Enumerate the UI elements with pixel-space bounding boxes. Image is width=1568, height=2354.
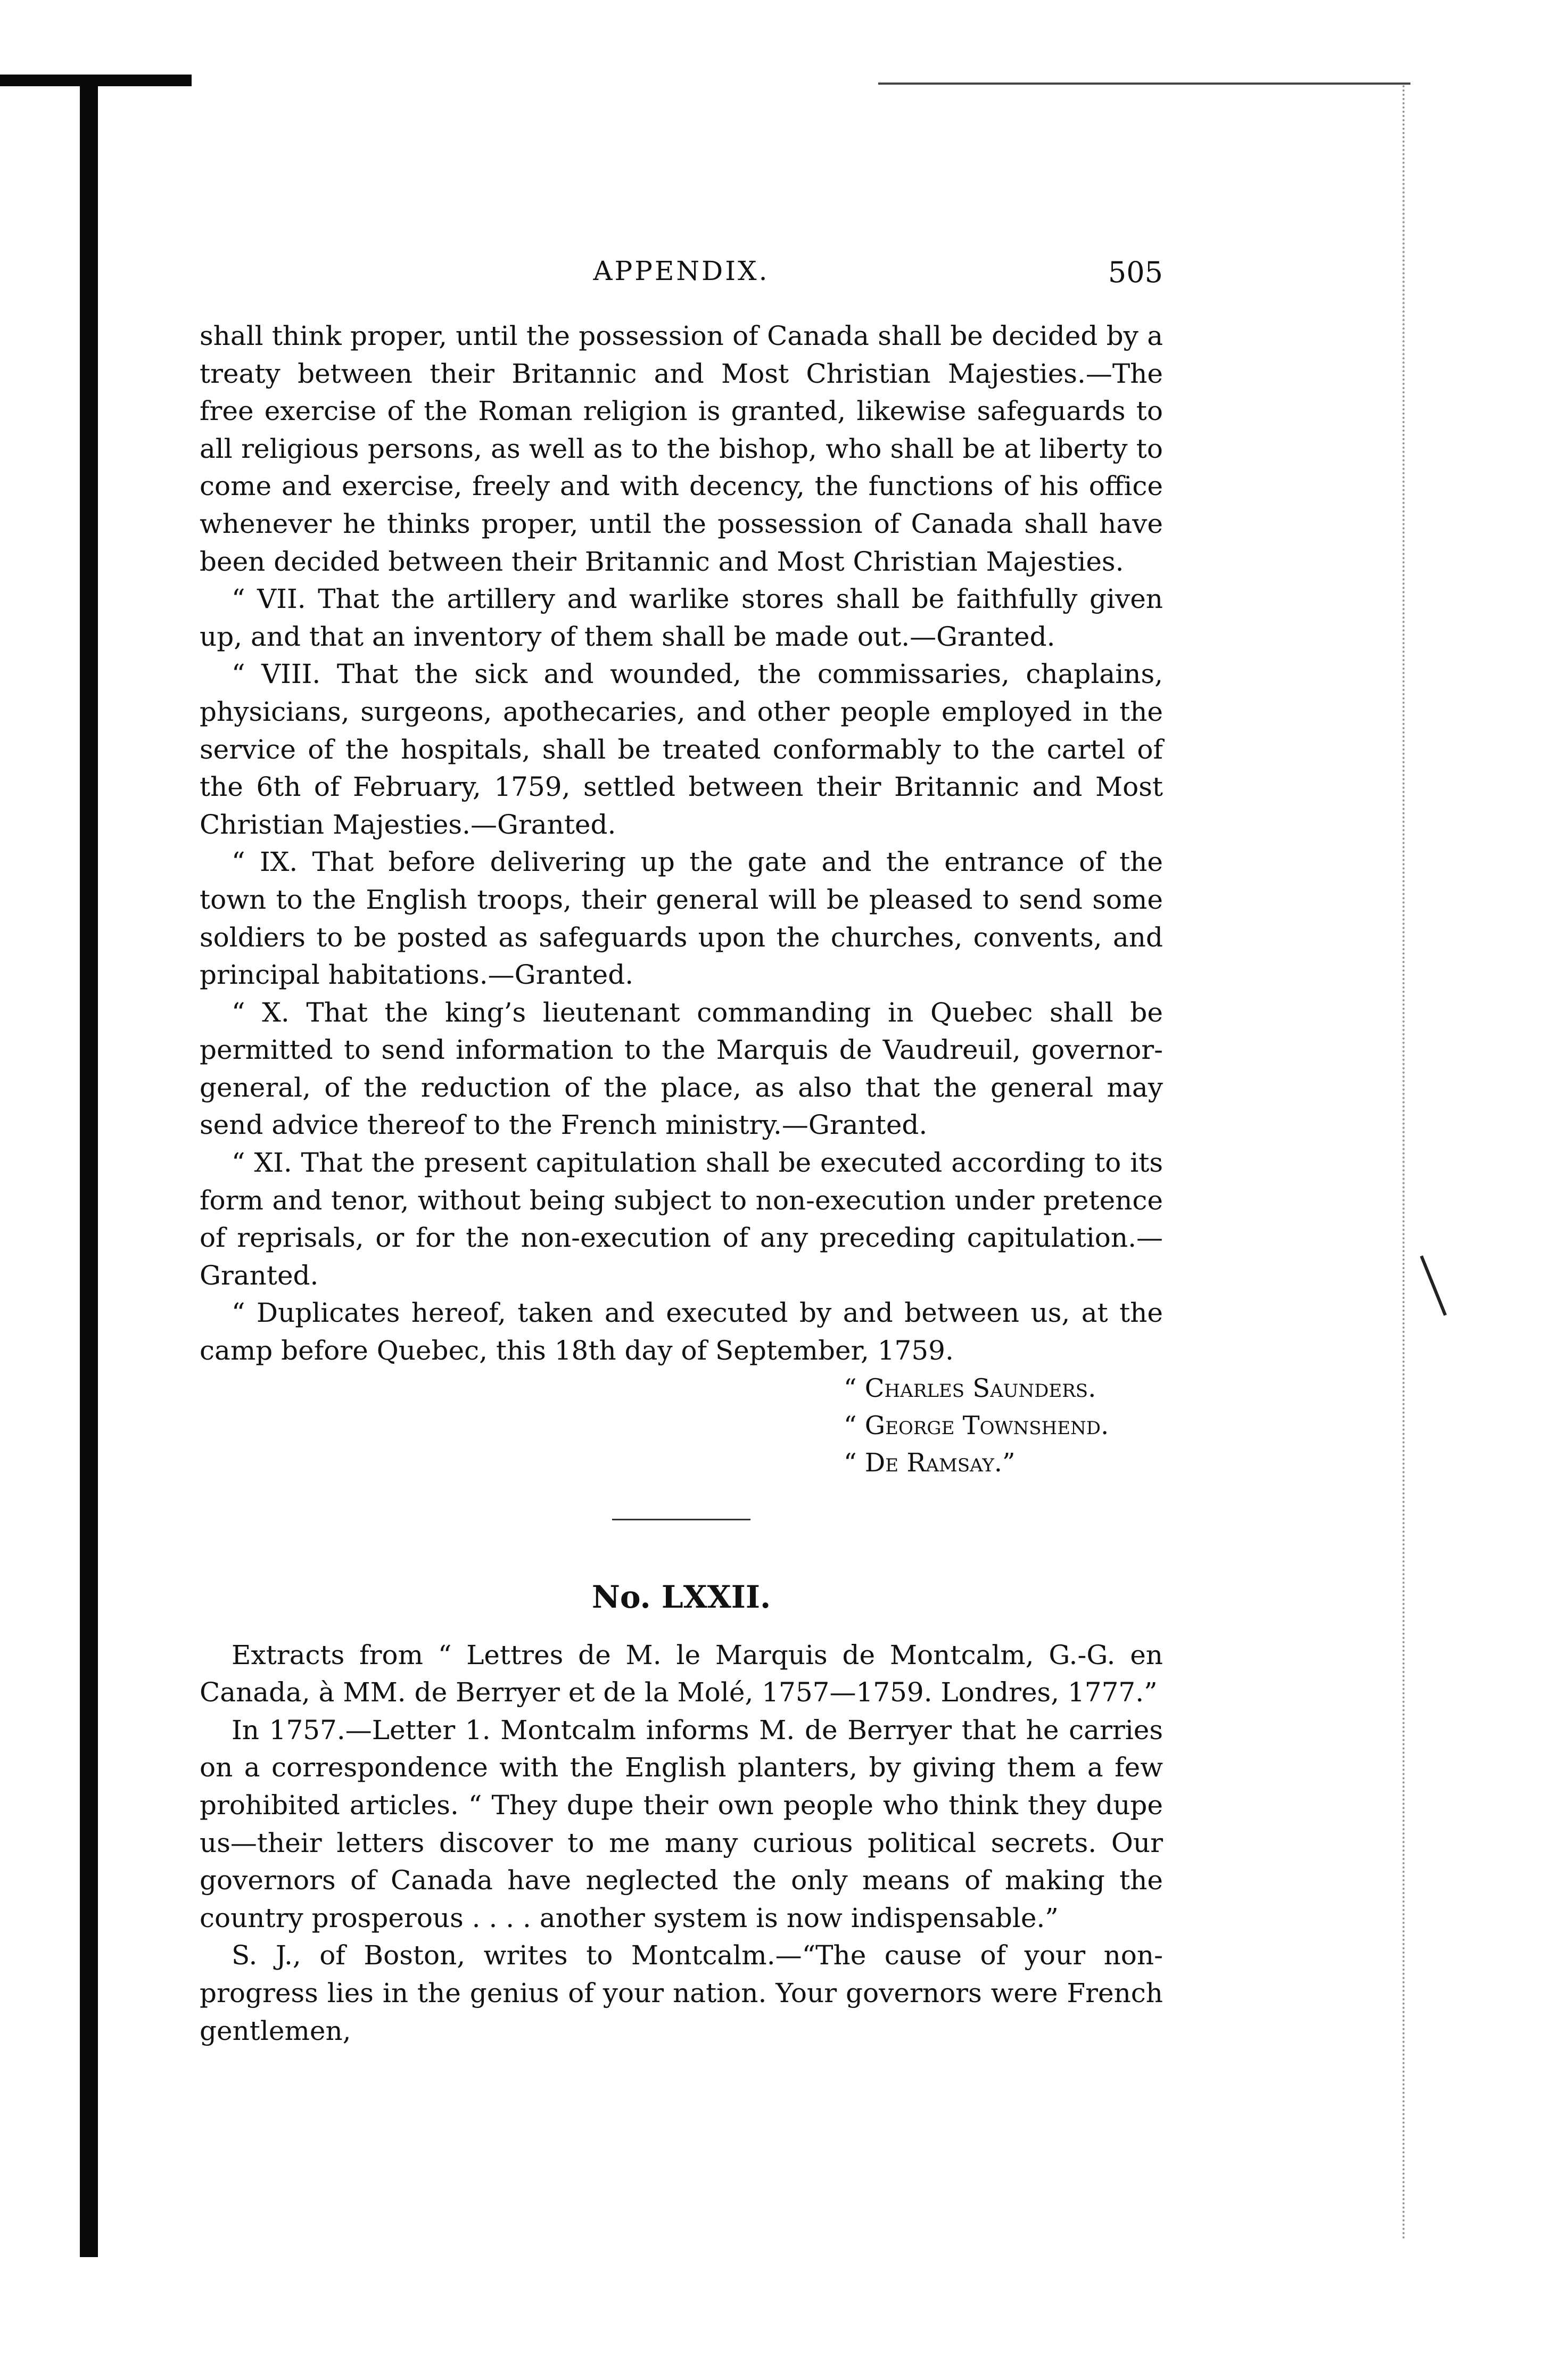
binding-edge <box>80 80 98 2257</box>
signature-townshend: “ George Townshend. <box>844 1410 1109 1441</box>
signature-ramsay: “ De Ramsay.” <box>844 1447 1016 1478</box>
running-head <box>200 256 1163 298</box>
extracts-title-paragraph: Extracts from “ Lettres de M. le Marquis de Montcalm, G.-G. en Canada, à MM. de Berryer et de la Molé, 1757—1759. Londres, 1777.” <box>200 1639 1163 1708</box>
article-viii: “ VIII. That the sick and wounded, the commissaries, chaplains, physicians, surgeons, apothecaries, and other people employed in the service of the hospitals, shall be treated conformably to the cartel of the 6th of February, 1759, settled between their Britannic and Most Christian Majesties.—Granted. <box>200 659 1163 840</box>
article-xi: “ XI. That the present capitulation shall be executed according to its form and tenor, without being subject to non-execution under pretence of reprisals, or for the non-execution of any preceding capitulation.— Granted. <box>200 1147 1163 1291</box>
article-vii: “ VII. That the artillery and warlike stores shall be faithfully given up, and that an inventory of them shall be made out.—Granted. <box>200 583 1163 652</box>
paragraph-continued: shall think proper, until the possession of Canada shall be decided by a treaty between their Britannic and Most Christian Majesties.—The free exercise of the Roman religion is granted, likewise safeguards to all religious persons, as well as to the bishop, who shall be at liberty to come and exercise, freely and with decency, the functions of his office whenever he thinks proper, until the possession of Canada shall have been decided between their Britannic and Most Christian Majesties. <box>200 320 1163 577</box>
section-heading: No. LXXII. <box>591 1578 771 1615</box>
running-head-title: APPENDIX. <box>593 256 770 286</box>
book-page <box>200 256 1163 2050</box>
article-ix: “ IX. That before delivering up the gate and the entrance of the town to the English troops, their general will be pleased to send some soldiers to be posted as safeguards upon the churches, convents, and principal habitations.—Granted. <box>200 846 1163 991</box>
article-x: “ X. That the king’s lieutenant commanding in Quebec shall be permitted to send information to the Marquis de Vaudreuil, governor-general, of the reduction of the place, as also that the general may send advice thereof to the French ministry.—Granted. <box>200 997 1163 1141</box>
section-divider <box>612 1519 750 1520</box>
page-number: 505 <box>1108 256 1163 289</box>
signature-saunders: “ Charles Saunders. <box>844 1373 1096 1403</box>
boston-letter-paragraph: S. J., of Boston, writes to Montcalm.—“The cause of your non-progress lies in the genius of your nation. Your governors were French gentlemen, <box>200 1940 1163 2046</box>
signature-block <box>200 1370 1163 1481</box>
letter-1-paragraph: In 1757.—Letter 1. Montcalm informs M. de Berryer that he carries on a correspondence with the English planters, by giving them a few prohibited articles. “ They dupe their own people who think they dupe us—their letters discover to me many curious political secrets. Our governors of Canada have neglected the only means of making the country prosperous . . . . another system is now indispensable.” <box>200 1714 1163 1933</box>
duplicates-paragraph: “ Duplicates hereof, taken and executed by and between us, at the camp before Quebec, this 18th day of September, 1759. <box>200 1297 1163 1367</box>
scan-right-edge <box>1402 85 1408 2241</box>
scan-top-rule <box>878 83 1410 85</box>
stray-pen-mark <box>1420 1255 1447 1316</box>
